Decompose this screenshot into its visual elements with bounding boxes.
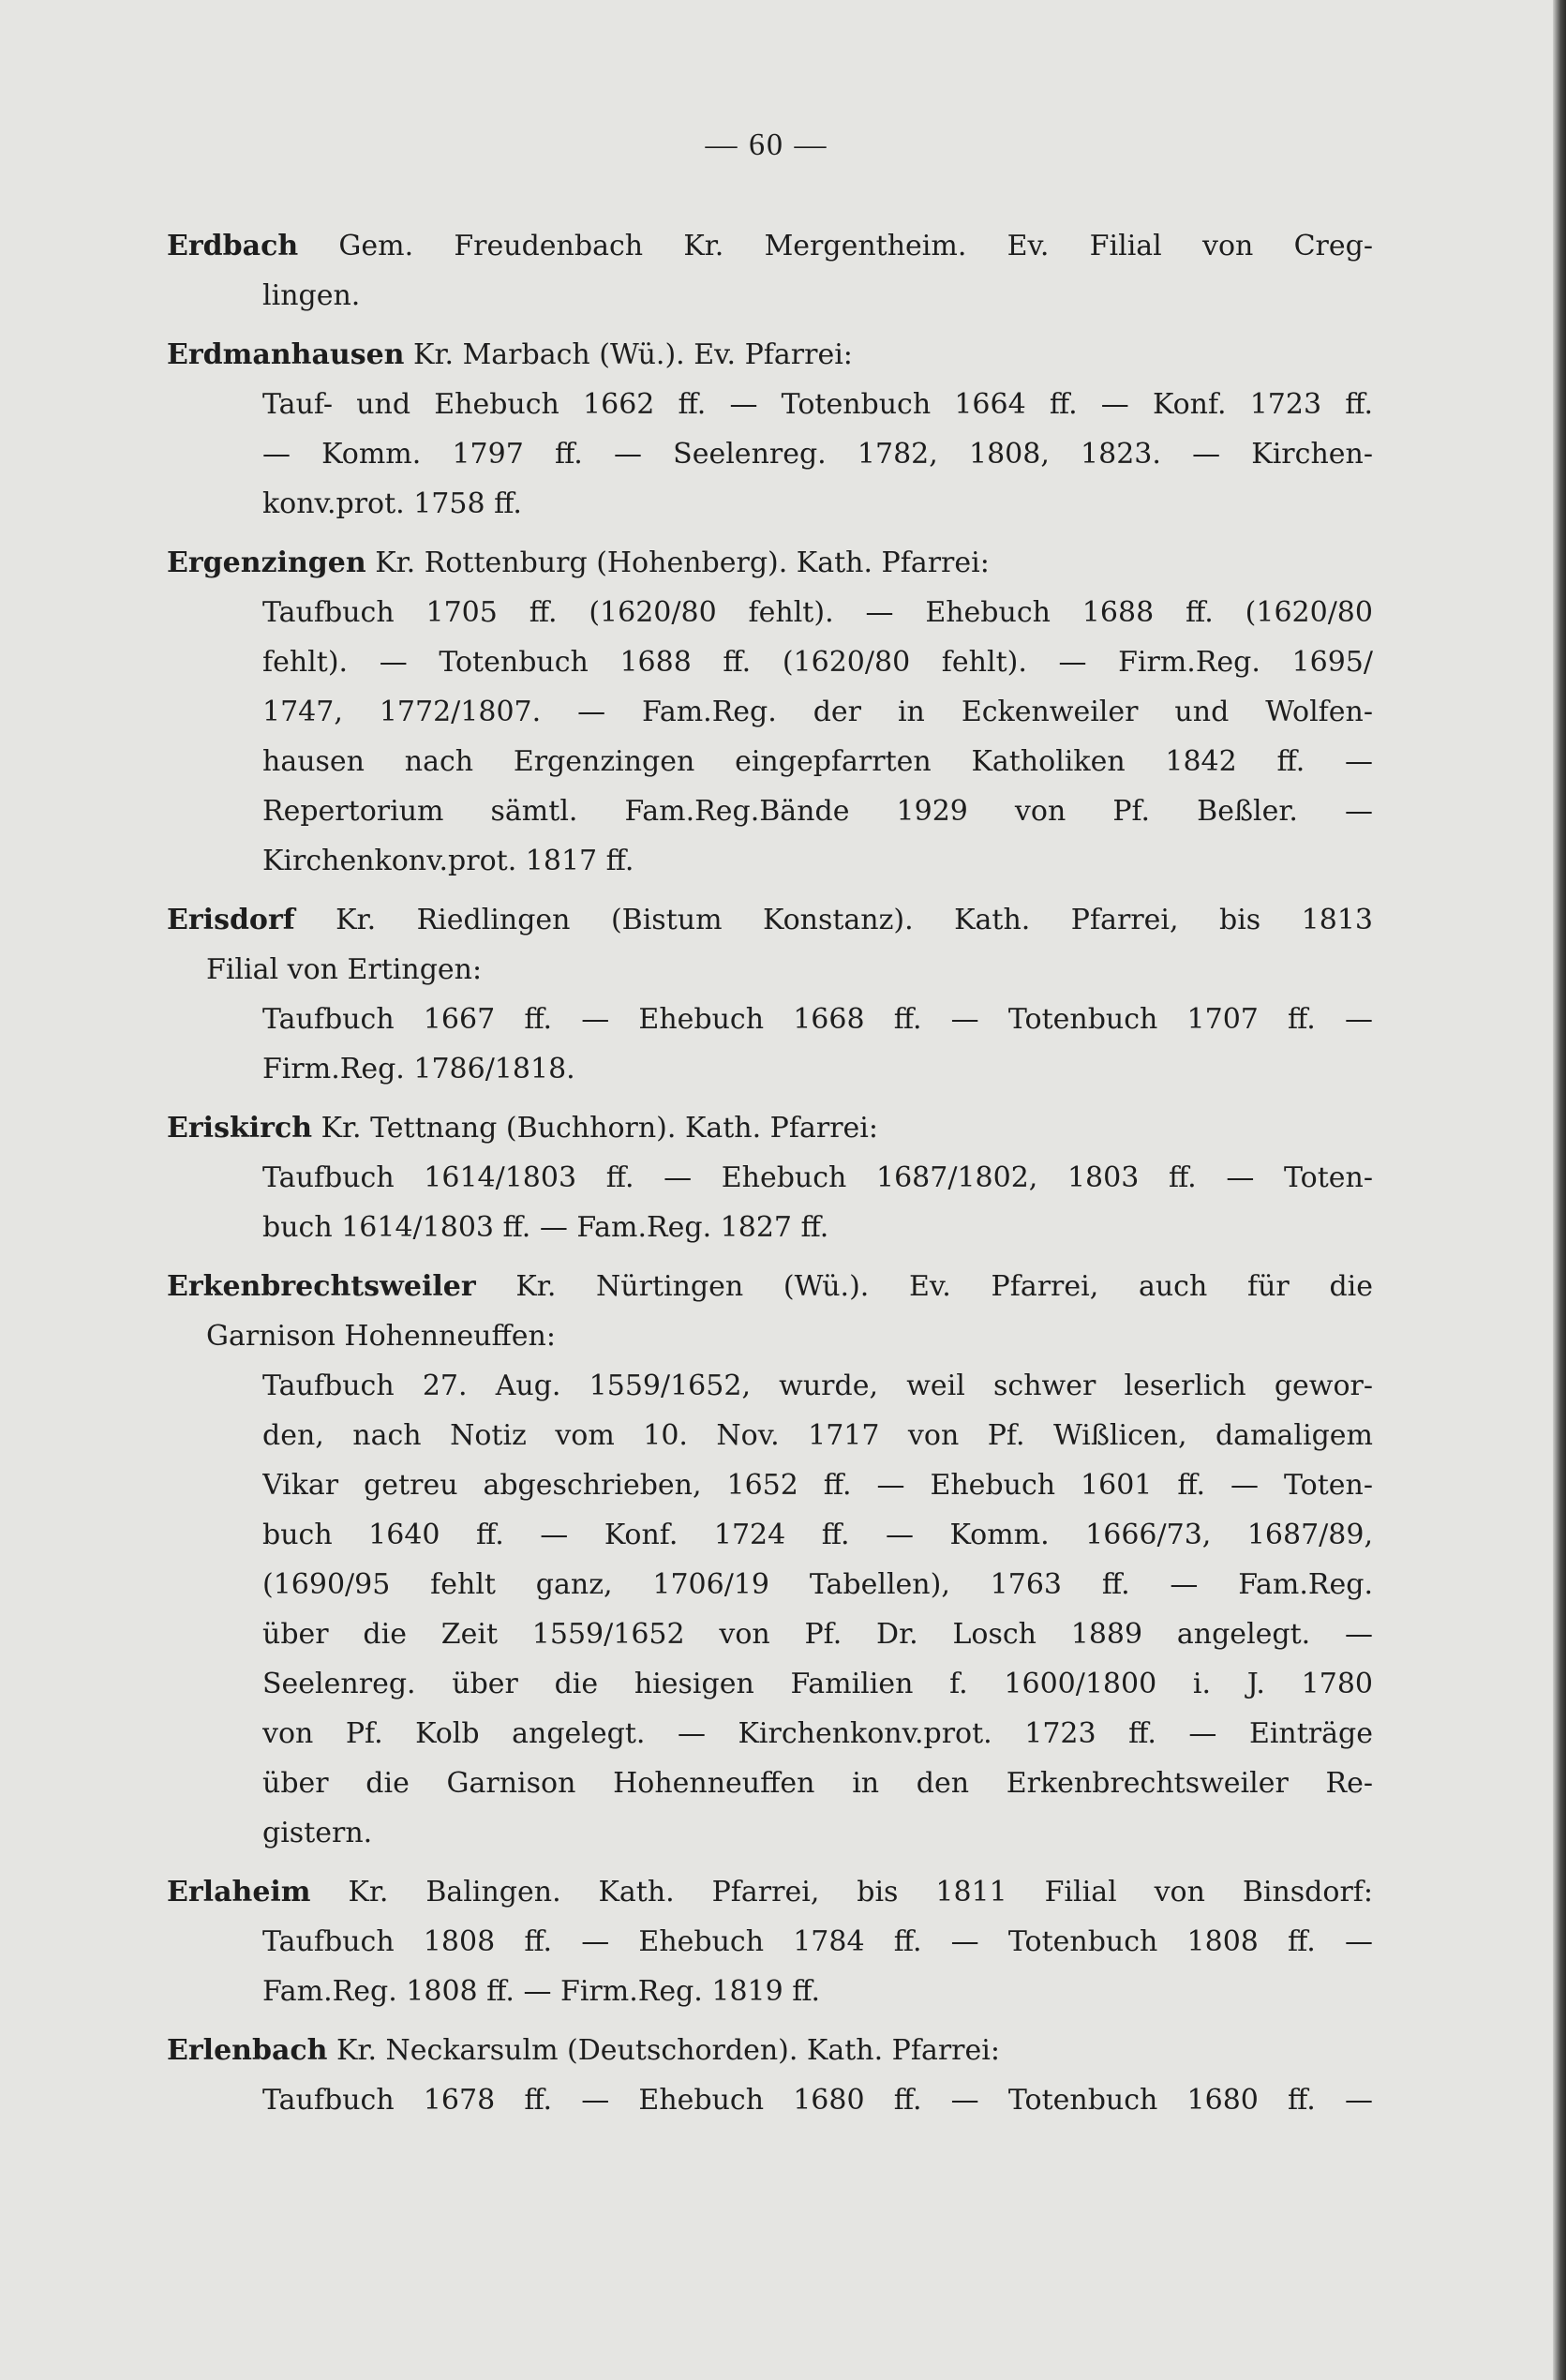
- entry-text: den, nach Notiz vom 10. Nov. 1717 von Pf. Wißlicen, damaligem: [262, 1419, 1373, 1452]
- entry-line: [262, 588, 1373, 637]
- entry-line: [262, 687, 1373, 737]
- entry-text: Kr. Marbach (Wü.). Ev. Pfarrei:: [413, 338, 853, 371]
- entry-line: [262, 271, 1373, 321]
- entry-text: buch 1614/1803 ff. — Fam.Reg. 1827 ff.: [262, 1211, 829, 1244]
- entry-erdbach: [0, 221, 1566, 321]
- entry-line: [262, 1917, 1373, 1967]
- entry-headword: Erkenbrechtsweiler: [167, 1270, 476, 1303]
- entry-erkenbrechtsweiler: [0, 1262, 1566, 1858]
- entry-headword: Erisdorf: [167, 904, 295, 936]
- entry-line: [206, 945, 1373, 995]
- entry-text: lingen.: [262, 279, 361, 312]
- entry-line: [262, 1560, 1373, 1609]
- entry-text: gistern.: [262, 1817, 373, 1849]
- entry-text: Taufbuch 1678 ff. — Ehebuch 1680 ff. — Totenbuch 1680 ff. —: [262, 2084, 1373, 2117]
- entry-line: [262, 836, 1373, 886]
- entry-text: (1690/95 fehlt ganz, 1706/19 Tabellen), 1763 ff. — Fam.Reg.: [262, 1568, 1373, 1601]
- entry-erlenbach: [0, 2026, 1566, 2125]
- entry-text: buch 1640 ff. — Konf. 1724 ff. — Komm. 1666/73, 1687/89,: [262, 1519, 1373, 1551]
- entry-text: hausen nach Ergenzingen eingepfarrten Katholiken 1842 ff. —: [262, 745, 1373, 778]
- entry-line: [262, 1361, 1373, 1411]
- entry-headword: Eriskirch: [167, 1112, 313, 1145]
- entry-text: Fam.Reg. 1808 ff. — Firm.Reg. 1819 ff.: [262, 1975, 821, 2008]
- entry-line: [262, 2075, 1373, 2125]
- entry-line: [167, 221, 1373, 271]
- entry-line: [262, 479, 1373, 529]
- entry-headword: Erlenbach: [167, 2034, 328, 2067]
- entry-text: Seelenreg. über die hiesigen Familien f. 1600/1800 i. J. 1780: [262, 1668, 1373, 1700]
- entry-line: [262, 1203, 1373, 1252]
- entry-line: [167, 895, 1373, 945]
- entry-line: [262, 429, 1373, 479]
- entry-line: [167, 1867, 1373, 1917]
- entry-headword: Ergenzingen: [167, 546, 366, 579]
- entry-line: [262, 995, 1373, 1044]
- entry-line: [262, 637, 1373, 687]
- entry-text: Taufbuch 1667 ff. — Ehebuch 1668 ff. — Totenbuch 1707 ff. —: [262, 1003, 1373, 1036]
- entry-line: [262, 737, 1373, 786]
- entry-line: [262, 1411, 1373, 1460]
- entry-text: Repertorium sämtl. Fam.Reg.Bände 1929 von Pf. Beßler. —: [262, 795, 1373, 828]
- entry-line: [167, 538, 1373, 588]
- entry-line: [262, 1808, 1373, 1858]
- entry-text: Tauf- und Ehebuch 1662 ff. — Totenbuch 1664 ff. — Konf. 1723 ff.: [262, 388, 1373, 421]
- entry-line: [206, 1311, 1373, 1361]
- entry-text: Kr. Tettnang (Buchhorn). Kath. Pfarrei:: [321, 1112, 878, 1145]
- entry-text: von Pf. Kolb angelegt. — Kirchenkonv.prot. 1723 ff. — Einträge: [262, 1717, 1373, 1750]
- entry-line: [262, 786, 1373, 836]
- entry-line: [262, 380, 1373, 429]
- entry-line: [262, 1967, 1373, 2016]
- entry-text: Kr. Nürtingen (Wü.). Ev. Pfarrei, auch für die: [515, 1270, 1373, 1303]
- entry-text: 1747, 1772/1807. — Fam.Reg. der in Eckenweiler und Wolfen-: [262, 696, 1373, 728]
- entry-text: Kr. Neckarsulm (Deutschorden). Kath. Pfarrei:: [336, 2034, 1000, 2067]
- entry-text: Kirchenkonv.prot. 1817 ff.: [262, 845, 634, 877]
- entry-line: [167, 2026, 1373, 2075]
- entry-text: Kr. Rottenburg (Hohenberg). Kath. Pfarrei:: [375, 546, 990, 579]
- entry-line: [167, 330, 1373, 380]
- entry-text: Kr. Riedlingen (Bistum Konstanz). Kath. Pfarrei, bis 1813: [336, 904, 1373, 936]
- entry-line: [262, 1510, 1373, 1560]
- page-number: — 60 —: [705, 127, 828, 162]
- entry-text: Filial von Ertingen:: [206, 953, 483, 986]
- entry-text: fehlt). — Totenbuch 1688 ff. (1620/80 fehlt). — Firm.Reg. 1695/: [262, 646, 1373, 679]
- entry-text: konv.prot. 1758 ff.: [262, 487, 522, 520]
- entry-headword: Erdbach: [167, 230, 299, 262]
- entry-text: Taufbuch 27. Aug. 1559/1652, wurde, weil schwer leserlich gewor-: [262, 1370, 1373, 1402]
- entry-text: Firm.Reg. 1786/1818.: [262, 1053, 575, 1085]
- gazetteer-entries: [0, 221, 1566, 2134]
- entry-text: über die Garnison Hohenneuffen in den Erkenbrechtsweiler Re-: [262, 1767, 1373, 1800]
- entry-line: [262, 1759, 1373, 1808]
- entry-text: Taufbuch 1808 ff. — Ehebuch 1784 ff. — Totenbuch 1808 ff. —: [262, 1925, 1373, 1958]
- entry-line: [167, 1103, 1373, 1153]
- entry-text: Garnison Hohenneuffen:: [206, 1320, 556, 1353]
- entry-line: [262, 1460, 1373, 1510]
- entry-ergenzingen: [0, 538, 1566, 886]
- entry-line: [262, 1709, 1373, 1759]
- entry-line: [262, 1609, 1373, 1659]
- entry-eriskirch: [0, 1103, 1566, 1252]
- entry-erdmanhausen: [0, 330, 1566, 529]
- entry-erisdorf: [0, 895, 1566, 1094]
- entry-text: Taufbuch 1705 ff. (1620/80 fehlt). — Ehebuch 1688 ff. (1620/80: [262, 596, 1373, 629]
- entry-line: [262, 1153, 1373, 1203]
- entry-text: Taufbuch 1614/1803 ff. — Ehebuch 1687/1802, 1803 ff. — Toten-: [262, 1161, 1373, 1194]
- entry-text: — Komm. 1797 ff. — Seelenreg. 1782, 1808, 1823. — Kirchen-: [262, 438, 1373, 471]
- entry-erlaheim: [0, 1867, 1566, 2016]
- entry-line: [262, 1659, 1373, 1709]
- entry-headword: Erlaheim: [167, 1876, 311, 1908]
- entry-line: [167, 1262, 1373, 1311]
- entry-text: Gem. Freudenbach Kr. Mergentheim. Ev. Filial von Creg-: [338, 230, 1373, 262]
- entry-text: über die Zeit 1559/1652 von Pf. Dr. Losch 1889 angelegt. —: [262, 1618, 1373, 1651]
- entry-headword: Erdmanhausen: [167, 338, 405, 371]
- entry-text: Vikar getreu abgeschrieben, 1652 ff. — Ehebuch 1601 ff. — Toten-: [262, 1469, 1373, 1502]
- entry-line: [262, 1044, 1373, 1094]
- entry-text: Kr. Balingen. Kath. Pfarrei, bis 1811 Filial von Binsdorf:: [348, 1876, 1373, 1908]
